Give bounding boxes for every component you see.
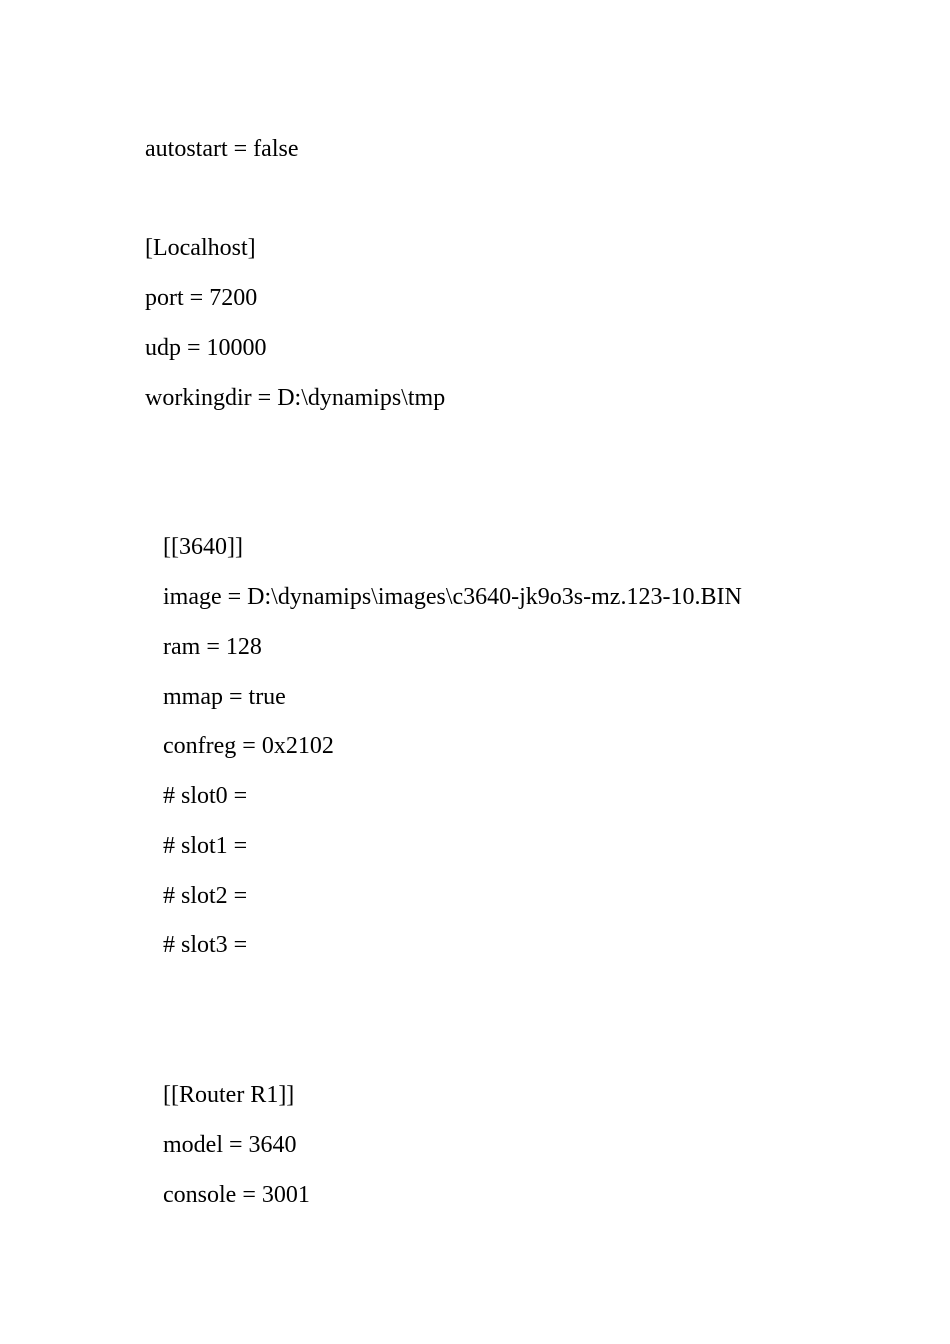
config-line-slot2: # slot2 = [163,883,248,909]
config-line-slot0: # slot0 = [163,783,248,809]
config-line-image: image = D:\dynamips\images\c3640-jk9o3s-mz.123-10.BIN [163,584,742,610]
config-line-workingdir: workingdir = D:\dynamips\tmp [145,385,446,411]
config-line-ram: ram = 128 [163,634,262,660]
config-line-model: model = 3640 [163,1132,297,1158]
config-line-console: console = 3001 [163,1182,310,1208]
config-line-port: port = 7200 [145,285,258,311]
config-section-router-r1: [[Router R1]] [163,1082,295,1108]
config-section-3640: [[3640]] [163,534,243,560]
config-line-slot1: # slot1 = [163,833,248,859]
config-section-localhost: [Localhost] [145,235,256,261]
config-line-slot3: # slot3 = [163,932,248,958]
config-line-autostart: autostart = false [145,136,299,162]
config-line-confreg: confreg = 0x2102 [163,733,334,759]
config-line-mmap: mmap = true [163,684,286,710]
config-line-udp: udp = 10000 [145,335,267,361]
